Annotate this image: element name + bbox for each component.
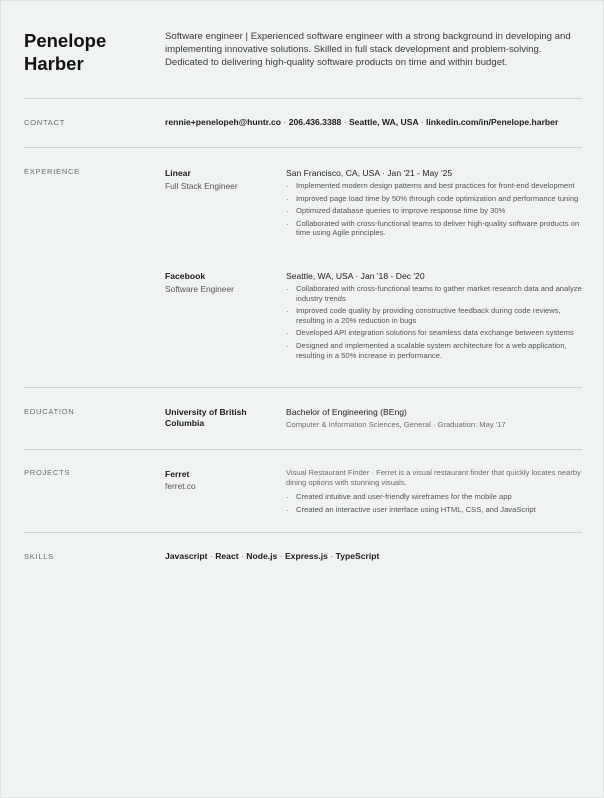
skill-item: React [215, 551, 239, 561]
location-dates: Seattle, WA, USA · Jan '18 - Dec '20 [286, 271, 425, 281]
school-name: University of British Columbia [165, 407, 247, 428]
experience-org-1 [165, 168, 275, 192]
list-item: · Collaborated with cross-functional teams to deliver high-quality software products on time using Agile principles. [286, 219, 582, 238]
separator: · [343, 117, 347, 127]
skill-item: Javascript [165, 551, 208, 561]
list-item: · Created an interactive user interface using HTML, CSS, and JavaScript [286, 505, 582, 515]
contact-linkedin-link[interactable]: linkedin.com/in/Penelope.harber [426, 117, 559, 127]
separator: · [209, 551, 213, 561]
project-name: Ferret [165, 469, 190, 479]
company-name: Facebook [165, 271, 206, 281]
company-name: Linear [165, 168, 191, 178]
experience-detail-2 [286, 271, 582, 363]
experience-detail-1 [286, 168, 582, 241]
candidate-last-name: Harber [24, 53, 84, 74]
contact-phone[interactable]: 206.436.3388 [288, 117, 342, 127]
section-label-contact: CONTACT [24, 118, 66, 127]
job-title: Full Stack Engineer [165, 181, 238, 191]
skill-item: TypeScript [335, 551, 380, 561]
section-divider [24, 532, 582, 533]
job-title: Software Engineer [165, 284, 234, 294]
separator: · [420, 117, 424, 127]
skill-item: Express.js [284, 551, 328, 561]
bullet-list [286, 492, 582, 514]
list-item: · Developed API integration solutions for seamless data exchange between systems [286, 328, 582, 338]
project-description: Visual Restaurant Finder · Ferret is a visual restaurant finder that quickly locates nearby dining options with stunning visuals. [286, 468, 581, 487]
experience-org-2 [165, 271, 275, 295]
summary-text: Software engineer | Experienced software engineer with a strong background in developing and implementing innovative solutions. Skilled in full stack development and problem-solving. Dedicated to delivering high-quality software products on time and within budget. [165, 31, 571, 68]
education-detail [286, 407, 582, 430]
list-item: · Created intuitive and user-friendly wireframes for the mobile app [286, 492, 582, 502]
skill-item: Node.js [246, 551, 278, 561]
skills-list [165, 551, 379, 561]
section-label-skills: SKILLS [24, 552, 54, 561]
separator: · [330, 551, 334, 561]
separator: · [279, 551, 283, 561]
list-item: · Improved page load time by 50% through code optimization and performance tuning [286, 194, 582, 204]
list-item: · Collaborated with cross-functional teams to gather market research data and analyze industry trends [286, 284, 582, 303]
project-link[interactable]: ferret.co [165, 481, 196, 491]
section-divider [24, 449, 582, 450]
project-org [165, 469, 275, 492]
project-detail [286, 468, 582, 517]
separator: · [283, 117, 287, 127]
education-org [165, 407, 275, 429]
candidate-first-name: Penelope [24, 30, 107, 51]
section-divider [24, 147, 582, 148]
list-item: · Improved code quality by providing constructive feedback during code reviews, resulting in a 20% reduction in bugs [286, 306, 582, 325]
bullet-list [286, 181, 582, 238]
section-label-education: EDUCATION [24, 407, 75, 416]
bullet-list [286, 284, 582, 360]
candidate-name [24, 29, 154, 75]
separator: · [240, 551, 244, 561]
list-item: · Optimized database queries to improve response time by 30% [286, 206, 582, 216]
location-dates: San Francisco, CA, USA · Jan '21 - May '25 [286, 168, 453, 178]
section-label-projects: PROJECTS [24, 468, 71, 477]
education-details: Computer & Information Sciences, General · Graduation: May '17 [286, 420, 506, 429]
section-divider [24, 387, 582, 388]
section-label-experience: EXPERIENCE [24, 167, 80, 176]
degree: Bachelor of Engineering (BEng) [286, 407, 407, 417]
contact-email[interactable]: rennie+penelopeh@huntr.co [165, 117, 282, 127]
contact-location: Seattle, WA, USA [348, 117, 419, 127]
list-item: · Designed and implemented a scalable system architecture for a web application, resulting in a 50% increase in performance. [286, 341, 582, 360]
list-item: · Implemented modern design patterns and best practices for front-end development [286, 181, 582, 191]
contact-line [165, 117, 558, 127]
section-divider [24, 98, 582, 99]
